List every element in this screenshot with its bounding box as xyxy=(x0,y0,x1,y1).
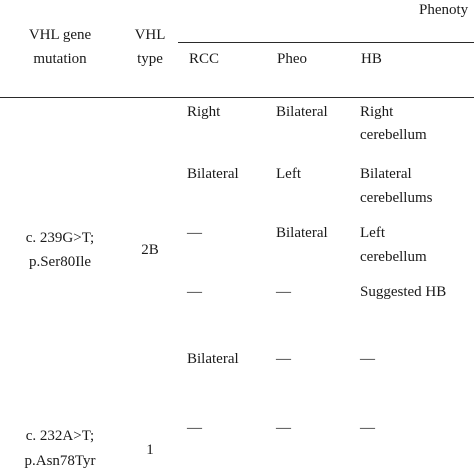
row4-hb-line1: Suggested HB xyxy=(360,284,447,300)
phenotype-group-header: Phenoty xyxy=(419,2,469,18)
header-bottom-rule xyxy=(0,97,474,98)
row2-hb-line2: cerebellums xyxy=(360,190,433,206)
row6-hb-line1: — xyxy=(360,420,375,436)
row3-hb-line1: Left xyxy=(360,225,385,241)
group2-vhl-type: 1 xyxy=(146,442,154,458)
gene-mutation-header-line1: VHL gene xyxy=(28,27,92,43)
row3-pheo: Bilateral xyxy=(276,225,328,241)
vhl-type-header-line2: type xyxy=(137,51,163,67)
group1-mutation-line2: p.Ser80Ile xyxy=(28,254,92,270)
group1-vhl-type: 2B xyxy=(141,242,159,258)
column-header-rcc: RCC xyxy=(189,51,220,67)
gene-mutation-header-line2: mutation xyxy=(33,51,87,67)
row1-rcc: Right xyxy=(187,104,221,120)
row2-rcc: Bilateral xyxy=(187,166,239,182)
column-header-pheo: Pheo xyxy=(277,51,307,67)
vhl-type-header-line1: VHL xyxy=(134,27,166,43)
row4-pheo: — xyxy=(276,284,291,300)
group1-mutation-line1: c. 239G>T; xyxy=(25,230,95,246)
row6-pheo: — xyxy=(276,420,291,436)
row6-rcc: — xyxy=(187,420,202,436)
row1-pheo: Bilateral xyxy=(276,104,328,120)
row3-hb-line2: cerebellum xyxy=(360,249,427,265)
row1-hb-line1: Right xyxy=(360,104,394,120)
row3-rcc: — xyxy=(187,225,202,241)
phenotype-group-rule xyxy=(178,42,474,43)
group2-mutation-line1: c. 232A>T; xyxy=(25,428,95,444)
row4-rcc: — xyxy=(187,284,202,300)
group2-mutation-line2: p.Asn78Tyr xyxy=(24,453,96,469)
row5-pheo: — xyxy=(276,351,291,367)
row1-hb-line2: cerebellum xyxy=(360,127,427,143)
column-header-hb: HB xyxy=(361,51,382,67)
row2-hb-line1: Bilateral xyxy=(360,166,412,182)
row2-pheo: Left xyxy=(276,166,301,182)
row5-rcc: Bilateral xyxy=(187,351,239,367)
row5-hb-line1: — xyxy=(360,351,375,367)
